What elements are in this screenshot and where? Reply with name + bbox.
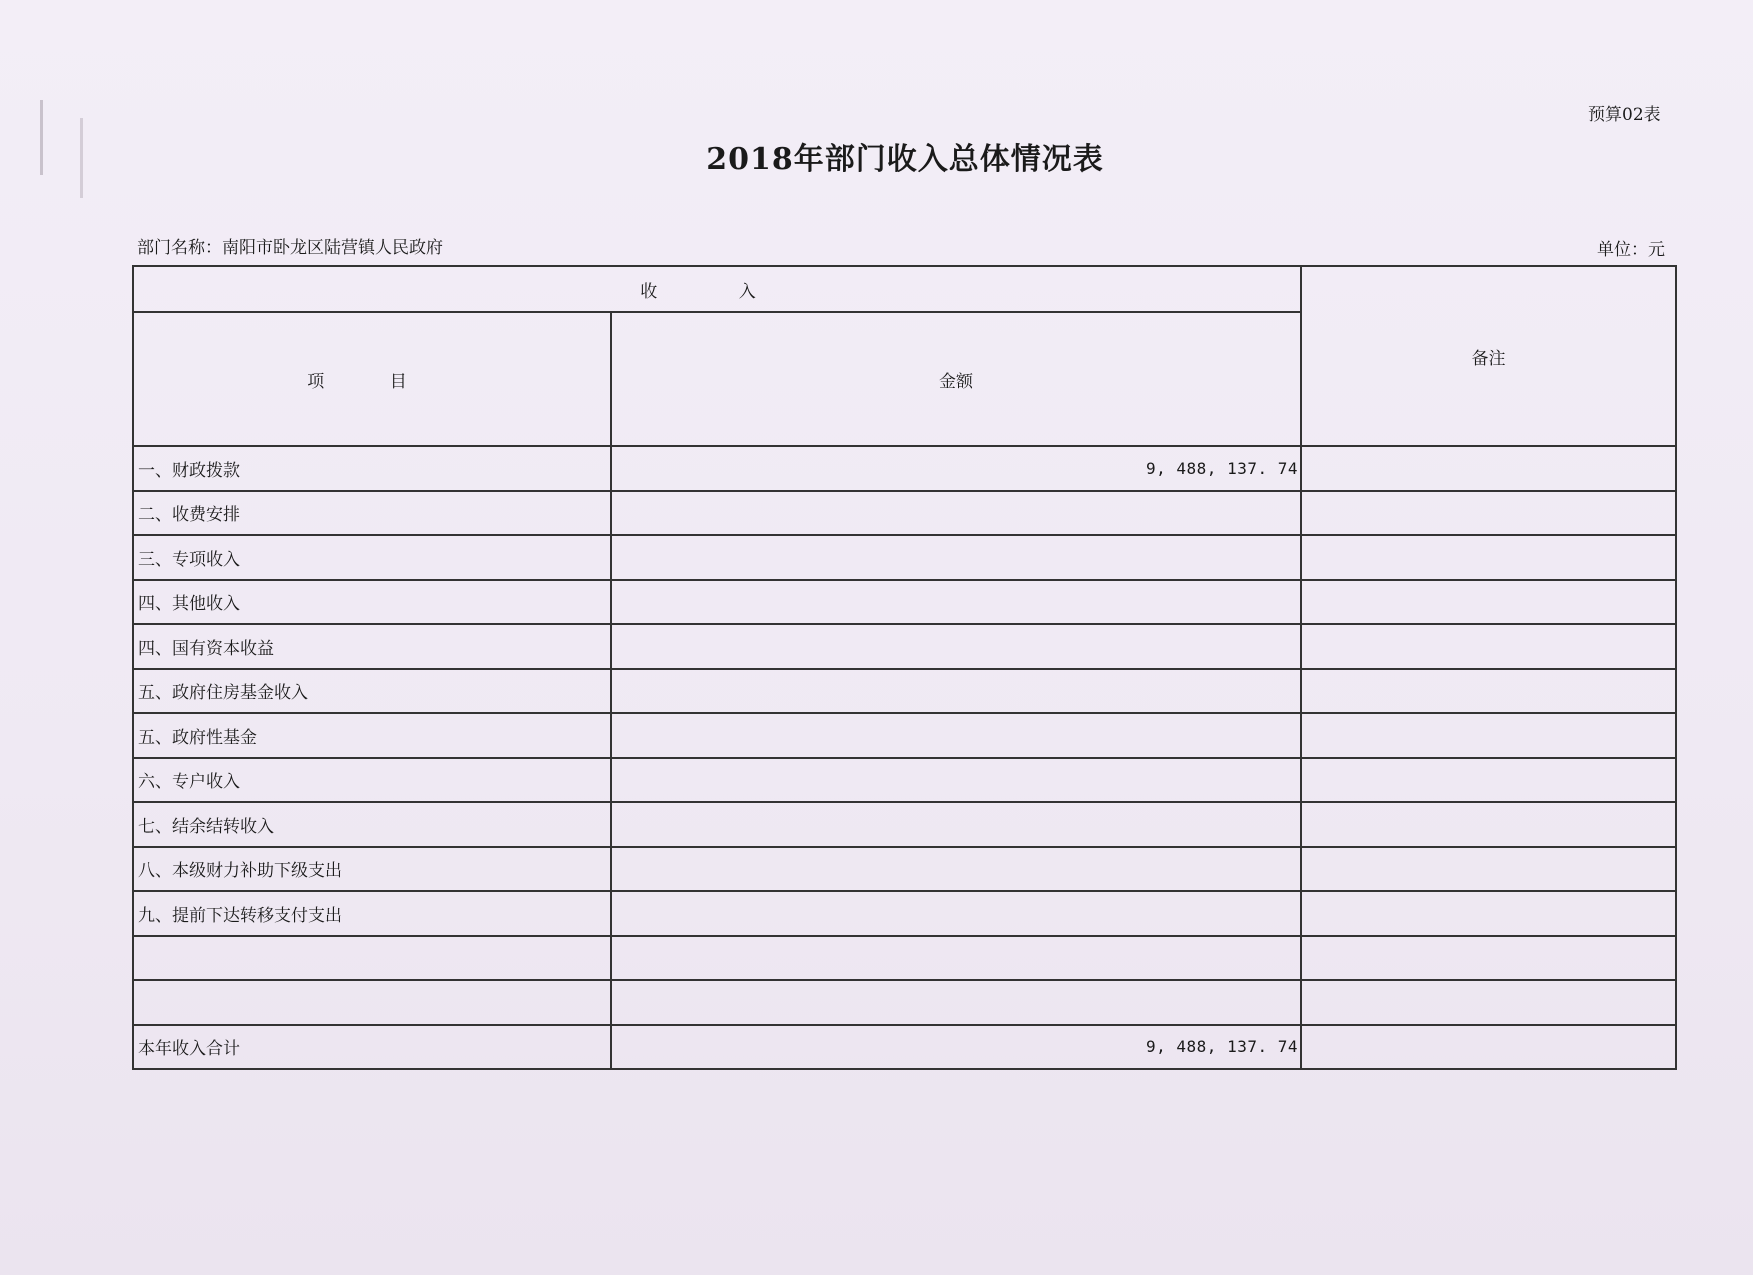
table-row (133, 669, 1676, 714)
table-row (133, 936, 1676, 981)
amount-cell (611, 891, 1301, 936)
amount-header: 金额 (611, 312, 1301, 446)
department-name: 部门名称：南阳市卧龙区陆营镇人民政府 (137, 238, 443, 258)
item-cell (133, 936, 611, 981)
amount-cell (611, 847, 1301, 892)
remark-cell (1301, 802, 1676, 847)
amount-cell (611, 624, 1301, 669)
item-cell: 三、专项收入 (133, 535, 611, 580)
table-row (133, 446, 1676, 491)
table-row (133, 980, 1676, 1025)
item-cell: 四、其他收入 (133, 580, 611, 625)
amount-cell (611, 980, 1301, 1025)
table-row (133, 758, 1676, 803)
item-cell: 一、财政拨款 (133, 446, 611, 491)
item-cell: 六、专户收入 (133, 758, 611, 803)
table-row (133, 802, 1676, 847)
remark-cell (1301, 669, 1676, 714)
table-row (133, 491, 1676, 536)
amount-cell (611, 713, 1301, 758)
amount-cell (611, 758, 1301, 803)
page-title: 2018年部门收入总体情况表 (706, 142, 1104, 177)
form-code: 预算02表 (1588, 105, 1661, 125)
amount-cell (611, 936, 1301, 981)
item-cell: 八、本级财力补助下级支出 (133, 847, 611, 892)
remark-cell (1301, 580, 1676, 625)
remark-cell (1301, 758, 1676, 803)
item-cell: 七、结余结转收入 (133, 802, 611, 847)
item-cell: 二、收费安排 (133, 491, 611, 536)
table-row (133, 535, 1676, 580)
item-cell (133, 980, 611, 1025)
remark-header: 备注 (1301, 266, 1676, 446)
amount-cell: 9, 488, 137. 74 (611, 1025, 1301, 1070)
remark-cell (1301, 891, 1676, 936)
amount-cell (611, 669, 1301, 714)
table-row (133, 713, 1676, 758)
table-row (133, 847, 1676, 892)
table-body (133, 446, 1676, 1069)
income-table (132, 265, 1677, 1070)
item-header: 项 目 (133, 312, 611, 446)
remark-cell (1301, 535, 1676, 580)
remark-cell (1301, 936, 1676, 981)
table-row (133, 624, 1676, 669)
amount-cell (611, 580, 1301, 625)
item-cell: 五、政府性基金 (133, 713, 611, 758)
remark-cell (1301, 1025, 1676, 1070)
remark-cell (1301, 980, 1676, 1025)
table-row-total (133, 1025, 1676, 1070)
amount-cell (611, 802, 1301, 847)
remark-cell (1301, 624, 1676, 669)
item-cell: 四、国有资本收益 (133, 624, 611, 669)
item-cell: 本年收入合计 (133, 1025, 611, 1070)
table-row (133, 580, 1676, 625)
income-header: 收 入 (133, 266, 1301, 312)
amount-cell: 9, 488, 137. 74 (611, 446, 1301, 491)
remark-cell (1301, 446, 1676, 491)
amount-cell (611, 491, 1301, 536)
remark-cell (1301, 491, 1676, 536)
table-row (133, 891, 1676, 936)
amount-cell (611, 535, 1301, 580)
remark-cell (1301, 847, 1676, 892)
remark-cell (1301, 713, 1676, 758)
item-cell: 九、提前下达转移支付支出 (133, 891, 611, 936)
item-cell: 五、政府住房基金收入 (133, 669, 611, 714)
unit-label: 单位：元 (1597, 240, 1665, 260)
